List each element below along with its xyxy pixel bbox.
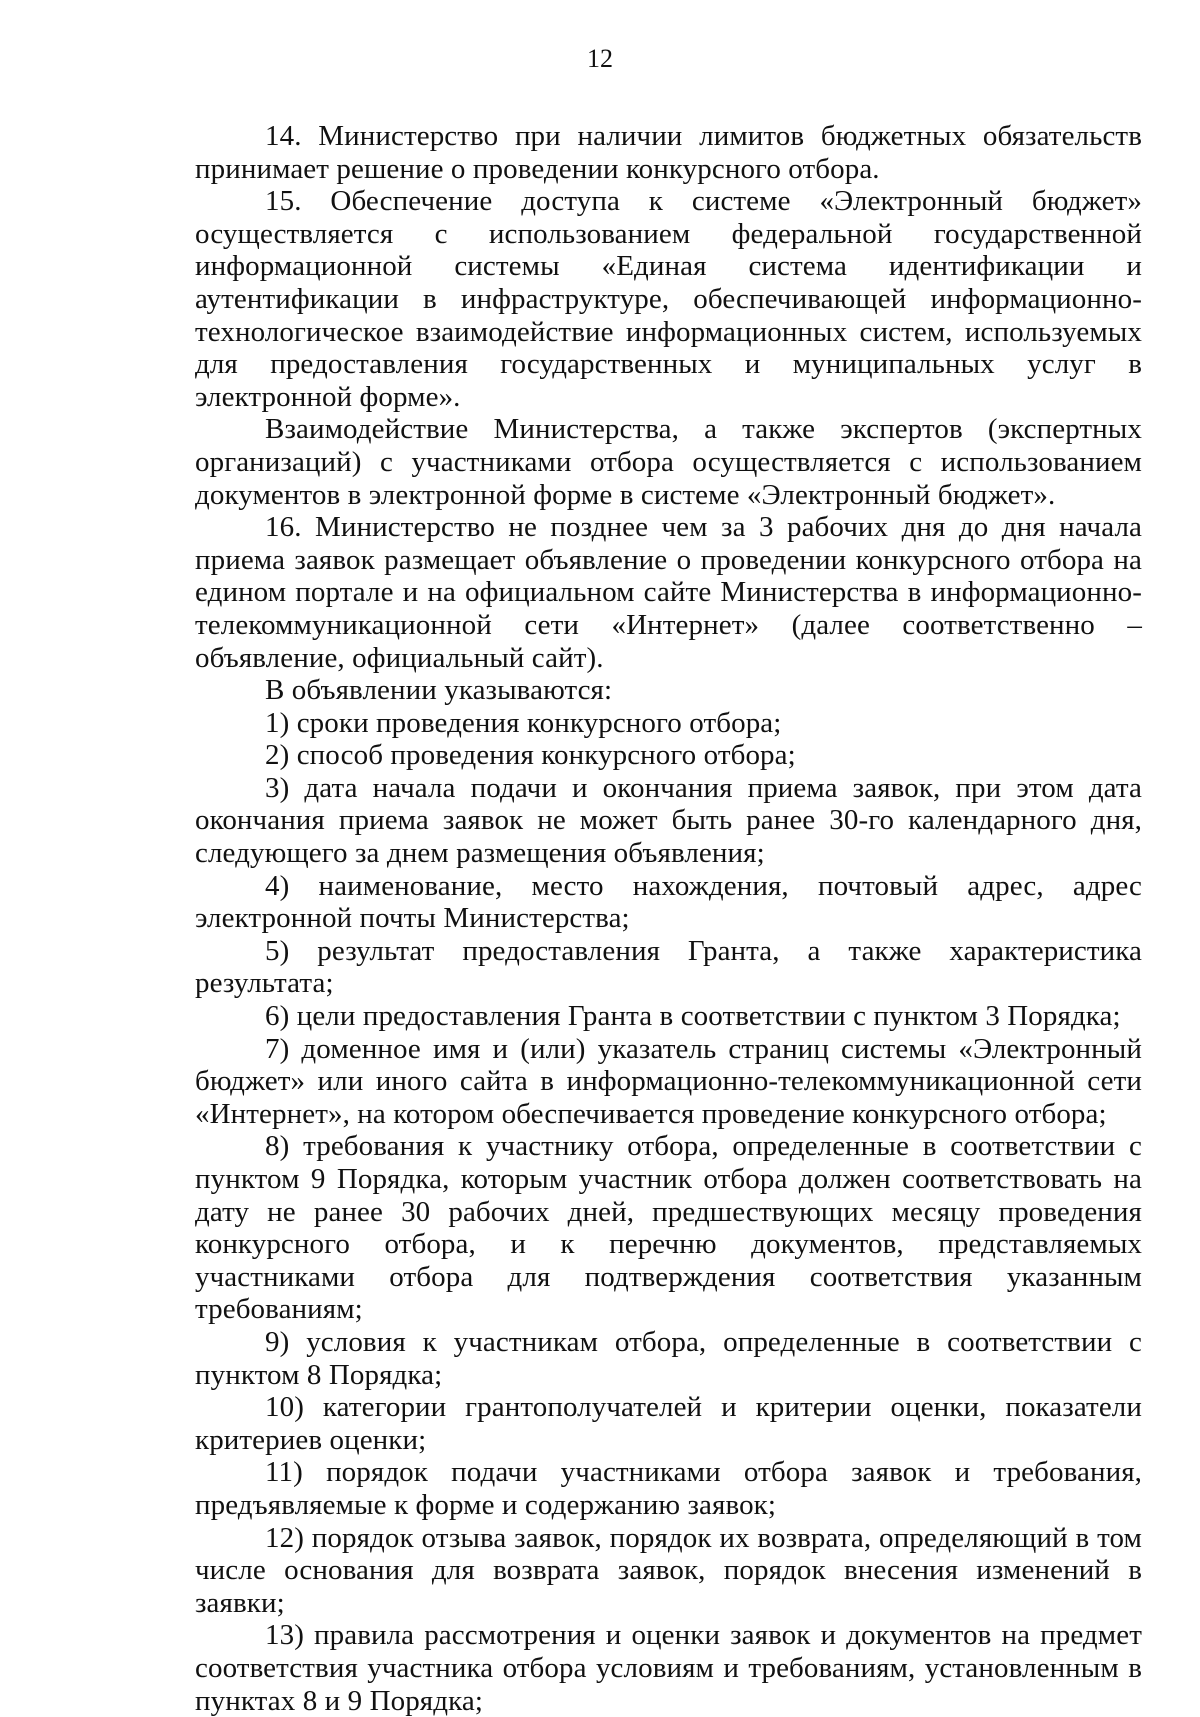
list-item-5: 5) результат предоставления Гранта, а также характеристика результата; <box>195 934 1142 1000</box>
list-item-1: 1) сроки проведения конкурсного отбора; <box>265 706 782 739</box>
list-item-11: 11) порядок подачи участниками отбора заявок и требования, предъявляемые к форме и содержанию заявок; <box>195 1456 1142 1521</box>
list-intro: В объявлении указываются: <box>265 674 613 707</box>
list-item-12: 12) порядок отзыва заявок, порядок их возврата, определяющий в том числе основания для возврата заявок, порядок внесения изменений в заявки; <box>195 1521 1142 1619</box>
paragraph-item-16: 16. Министерство не позднее чем за 3 рабочих дня до дня начала приема заявок размещает объявление о проведении конкурсного отбора на едином портале и на официальном сайте Министерства в информационно-телекоммуникационной сети «Интернет» (далее соответственно – объявление, официальный сайт). <box>195 511 1142 674</box>
list-item-6: 6) цели предоставления Гранта в соответствии с пунктом 3 Порядка; <box>265 1000 1121 1033</box>
list-item-8: 8) требования к участнику отбора, определенные в соответствии с пунктом 9 Порядка, которым участник отбора должен соответствовать на дату не ранее 30 рабочих дней, предшествующих месяцу проведения конкурсного отбора, и к перечню документов, представляемых участниками отбора для подтверждения соответствия указанным требованиям; <box>195 1130 1142 1326</box>
list-item-4: 4) наименование, место нахождения, почтовый адрес, адрес электронной почты Министерства; <box>195 869 1142 935</box>
paragraph-interaction: Взаимодействие Министерства, а также экспертов (экспертных организаций) с участниками отбора осуществляется с использованием документов в электронной форме в системе «Электронный бюджет». <box>195 413 1142 511</box>
page-number: 12 <box>587 44 613 73</box>
list-item-13: 13) правила рассмотрения и оценки заявок и документов на предмет соответствия участника отбора условиям и требованиям, установленным в пунктах 8 и 9 Порядка; <box>195 1619 1142 1717</box>
list-item-3: 3) дата начала подачи и окончания приема заявок, при этом дата окончания приема заявок не может быть ранее 30-го календарного дня, следующего за днем размещения объявления; <box>195 771 1142 870</box>
document-body <box>195 120 1142 1717</box>
list-item-2: 2) способ проведения конкурсного отбора; <box>265 739 796 772</box>
paragraph-item-14: 14. Министерство при наличии лимитов бюджетных обязательств принимает решение о проведении конкурсного отбора. <box>195 120 1142 185</box>
list-item-10: 10) категории грантополучателей и критерии оценки, показатели критериев оценки; <box>195 1391 1142 1456</box>
list-item-9: 9) условия к участникам отбора, определенные в соответствии с пунктом 8 Порядка; <box>195 1325 1142 1391</box>
paragraph-item-15: 15. Обеспечение доступа к системе «Электронный бюджет» осуществляется с использованием федеральной государственной информационной системы «Единая система идентификации и аутентификации в инфраструктуре, обеспечивающей информационно-технологическое взаимодействие информационных систем, используемых для предоставления государственных и муниципальных услуг в электронной форме». <box>195 185 1142 413</box>
list-item-7: 7) доменное имя и (или) указатель страниц системы «Электронный бюджет» или иного сайта в информационно-телекоммуникационной сети «Интернет», на котором обеспечивается проведение конкурсного отбора; <box>195 1032 1142 1130</box>
